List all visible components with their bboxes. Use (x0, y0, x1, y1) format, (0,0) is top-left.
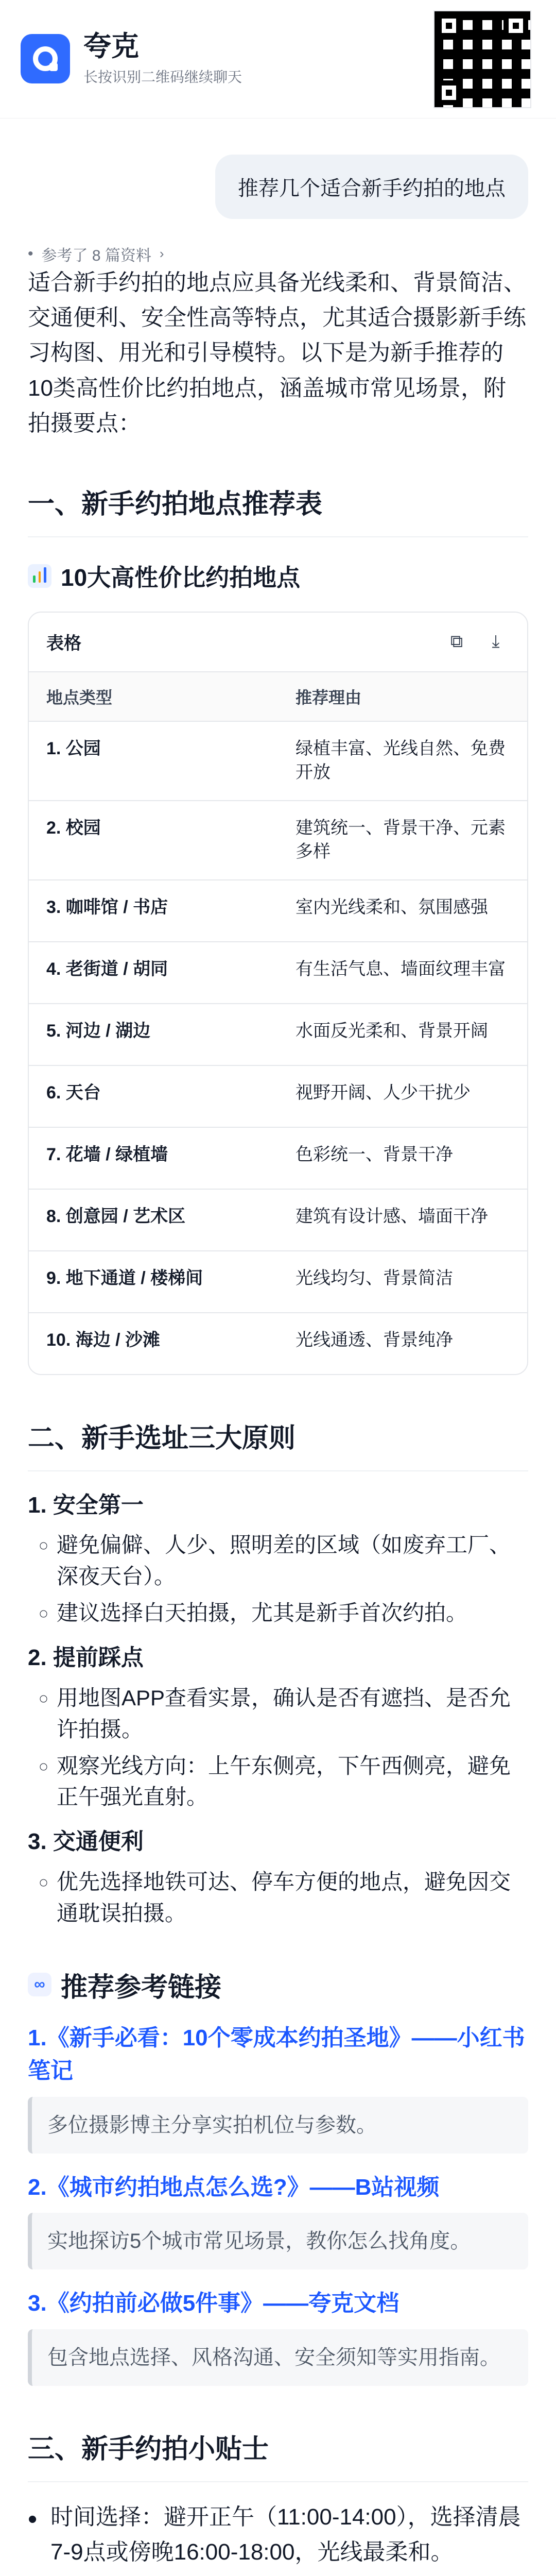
app-logo-icon (33, 46, 58, 71)
reference-desc: 多位摄影博主分享实拍机位与参数。 (28, 2097, 528, 2154)
table-cell-location: 9. 地下通道 / 楼梯间 (46, 1268, 203, 1288)
tip-item: • 时间选择：避开正午（11:00-14:00），选择清晨7-9点或傍晚16:00-18:00，光线最柔和。 (28, 2500, 528, 2570)
principle-bullets (28, 1683, 528, 1814)
section-title (28, 2427, 528, 2466)
dots-icon: • (28, 245, 33, 262)
table-cell-location: 3. 咖啡馆 / 书店 (46, 897, 168, 917)
table-col-reason: 推荐理由 (296, 688, 362, 707)
bar-chart-icon (28, 564, 51, 588)
section-title (28, 1416, 528, 1455)
principle-item (28, 1489, 528, 1629)
table-cell-reason: 有生活气息、墙面纹理丰富 (296, 959, 506, 979)
reference-link[interactable]: 2.《城市约拍地点怎么选?》——B站视频 (28, 2174, 440, 2200)
section-title (28, 482, 528, 521)
principle-bullet: ◦ 优先选择地铁可达、停车方便的地点，避免因交通耽误拍摄。 (57, 1867, 528, 1929)
reference-link-block (28, 2171, 528, 2270)
links-title-text: 推荐参考链接 (61, 1972, 222, 2003)
principle-bullet: ◦ 用地图APP查看实景，确认是否有遮挡、是否允许拍摄。 (57, 1683, 528, 1745)
reference-link[interactable]: 1.《新手必看：10个零成本约拍圣地》——小红书笔记 (28, 2025, 525, 2083)
table-title: 表格 (46, 634, 81, 654)
table-row (29, 1251, 527, 1313)
divider (28, 1470, 528, 1471)
principle-title: 3. 交通便利 (28, 1829, 144, 1855)
reference-link-block (28, 2022, 528, 2154)
table-cell-location: 10. 海边 / 沙滩 (46, 1330, 161, 1350)
table-row (29, 1313, 527, 1374)
table-cell-reason: 光线均匀、背景简洁 (296, 1268, 453, 1288)
table-row (29, 1066, 527, 1128)
principles-list (28, 1489, 528, 1929)
reference-link-block (28, 2287, 528, 2386)
table-cell-location: 8. 创意园 / 艺术区 (46, 1206, 186, 1226)
table-cell-reason: 水面反光柔和、背景开阔 (296, 1021, 488, 1041)
qr-finder (437, 13, 461, 38)
table-row (29, 1128, 527, 1190)
copy-icon[interactable]: ⧉ (450, 632, 463, 652)
reference-desc: 实地探访5个城市常见场景，教你怎么找角度。 (28, 2213, 528, 2269)
user-message-row (28, 155, 528, 219)
brand-text (83, 31, 242, 87)
qr-finder (437, 80, 461, 105)
recommendation-table (28, 612, 528, 1375)
table-cell-reason: 色彩统一、背景干净 (296, 1144, 453, 1164)
link-icon: ∞ (28, 1973, 51, 1996)
qr-finder (503, 13, 528, 38)
table-cell-location: 7. 花墙 / 绿植墙 (46, 1144, 168, 1164)
table-row (29, 801, 527, 880)
chat-content (0, 155, 556, 2576)
table-cell-location: 5. 河边 / 湖边 (46, 1021, 151, 1041)
principle-title: 1. 安全第一 (28, 1492, 144, 1518)
principle-item (28, 1825, 528, 1929)
app-logo (21, 34, 70, 83)
divider (28, 536, 528, 537)
app-name: 夸克 (83, 30, 139, 62)
section-2-title: 二、新手选址三大原则 (28, 1423, 296, 1453)
divider (28, 2481, 528, 2482)
section-3-title: 三、新手约拍小贴士 (28, 2434, 269, 2465)
section-1-subtitle: 10大高性价比约拍地点 (61, 564, 301, 591)
principle-bullet: ◦ 避免偏僻、人少、照明差的区域（如废弃工厂、深夜天台）。 (57, 1530, 528, 1592)
assistant-answer (28, 265, 528, 2576)
table-cell-reason: 光线通透、背景纯净 (296, 1330, 453, 1350)
table-cell-reason: 视野开阔、人少干扰少 (296, 1082, 471, 1103)
table-cell-location: 2. 校园 (46, 818, 101, 838)
table-row (29, 942, 527, 1004)
tips-list (28, 2500, 528, 2576)
principle-title: 2. 提前踩点 (28, 1645, 144, 1670)
reference-desc: 包含地点选择、风格沟通、安全须知等实用指南。 (28, 2329, 528, 2386)
answer-intro: 适合新手约拍的地点应具备光线柔和、背景简洁、交通便利、安全性高等特点，尤其适合摄影新手练习构图、用光和引导模特。以下是为新手推荐的10类高性价比约拍地点，涵盖城市常见场景，附拍摄要点： (28, 270, 526, 436)
brand (21, 31, 242, 87)
table-header-bar (29, 613, 527, 672)
references-toggle[interactable] (28, 243, 528, 265)
table-row (29, 1190, 527, 1251)
links-title (28, 1965, 528, 2004)
top-bar (0, 0, 556, 118)
table-actions (443, 628, 510, 656)
references-label: 参考了 8 篇资料 (41, 247, 151, 264)
table-cell-reason: 建筑有设计感、墙面干净 (296, 1206, 488, 1226)
table-columns (29, 672, 527, 722)
reference-link[interactable]: 3.《约拍前必做5件事》——夸克文档 (28, 2291, 399, 2316)
table-row (29, 722, 527, 801)
table-cell-reason: 建筑统一、背景干净、元素多样 (296, 818, 506, 861)
table-row (29, 880, 527, 942)
principle-bullet: ◦ 观察光线方向：上午东侧亮，下午西侧亮，避免正午强光直射。 (57, 1751, 528, 1814)
principle-bullets (28, 1867, 528, 1929)
download-icon[interactable]: ⤓ (492, 632, 500, 652)
user-message-bubble: 推荐几个适合新手约拍的地点 (215, 155, 528, 219)
section-1-title: 一、新手约拍地点推荐表 (28, 489, 323, 519)
table-cell-location: 6. 天台 (46, 1082, 101, 1103)
principle-item (28, 1641, 528, 1813)
table-cell-reason: 室内光线柔和、氛围感强 (296, 897, 488, 917)
principle-bullets (28, 1530, 528, 1629)
principle-bullet: ◦ 建议选择白天拍摄，尤其是新手首次约拍。 (57, 1598, 528, 1629)
chevron-right-icon: › (159, 245, 164, 261)
table-cell-location: 1. 公园 (46, 738, 101, 758)
subsection-title (28, 559, 528, 593)
app-subtitle: 长按识别二维码继续聊天 (83, 69, 242, 86)
table-col-location: 地点类型 (46, 688, 113, 707)
table-cell-reason: 绿植丰富、光线自然、免费开放 (296, 738, 506, 782)
table-row (29, 1004, 527, 1066)
table-cell-location: 4. 老街道 / 胡同 (46, 959, 168, 979)
qr-code (429, 6, 535, 112)
